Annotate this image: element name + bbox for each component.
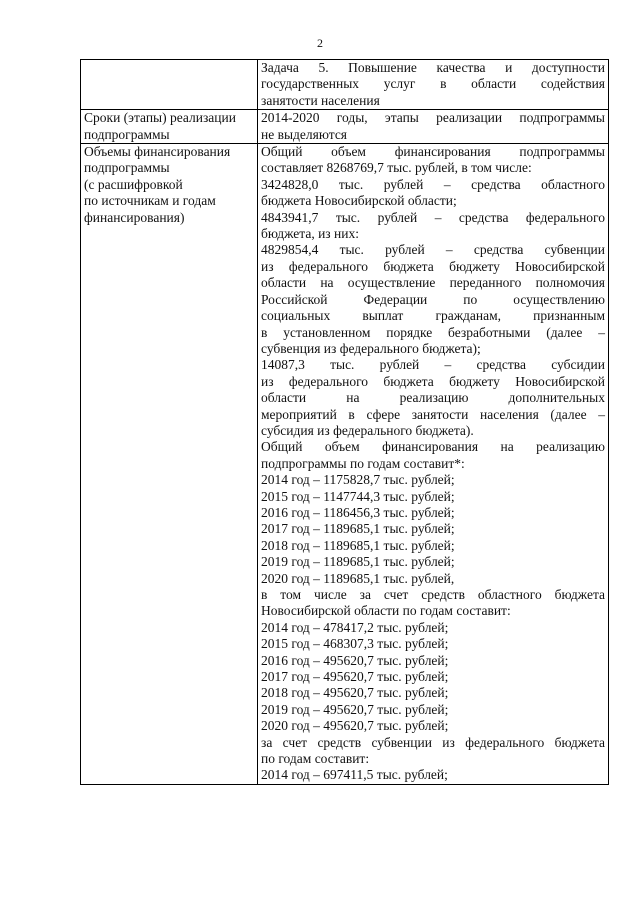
content-line: Новосибирской области по годам составит: — [261, 603, 511, 619]
subprogram-passport-table — [80, 59, 609, 785]
row-label-line: Объемы финансирования — [84, 144, 231, 160]
content-line: социальных выплат гражданам, признанным — [261, 308, 605, 324]
content-line: 2017 год – 495620,7 тыс. рублей; — [261, 669, 449, 685]
content-line: 2019 год – 495620,7 тыс. рублей; — [261, 701, 449, 717]
content-line: 2017 год – 1189685,1 тыс. рублей; — [261, 521, 455, 537]
content-line: занятости населения — [261, 92, 380, 108]
row-content-cell — [258, 60, 609, 110]
content-line: 2018 год – 1189685,1 тыс. рублей; — [261, 537, 455, 553]
content-line: в том числе за счет средств областного бюджета — [261, 587, 605, 602]
content-line: 2019 год – 1189685,1 тыс. рублей; — [261, 554, 455, 570]
content-line: субвенция из федерального бюджета); — [261, 340, 481, 356]
content-line: Общий объем финансирования подпрограммы — [261, 144, 605, 160]
row-label-line: финансирования) — [84, 209, 185, 225]
content-line: Общий объем финансирования на реализацию — [261, 439, 605, 455]
content-line: 2016 год – 495620,7 тыс. рублей; — [261, 652, 449, 668]
page-number: 2 — [317, 36, 323, 50]
table-row — [81, 144, 609, 785]
content-line: бюджета Новосибирской области; — [261, 193, 457, 209]
content-line: 2014-2020 годы, этапы реализации подпрограммы — [261, 110, 605, 126]
content-line: подпрограммы по годам составит*: — [261, 455, 465, 471]
row-label-line: Сроки (этапы) реализации — [84, 110, 236, 126]
content-line: 2014 год – 478417,2 тыс. рублей; — [261, 619, 449, 635]
content-line: 2020 год – 495620,7 тыс. рублей; — [261, 718, 449, 734]
content-line: субсидия из федерального бюджета). — [261, 422, 474, 438]
content-line: 2015 год – 468307,3 тыс. рублей; — [261, 636, 449, 652]
content-line: из федерального бюджета бюджету Новосибирской — [261, 373, 605, 389]
content-line: Задача 5. Повышение качества и доступности — [261, 60, 605, 75]
row-label-line: подпрограммы — [84, 160, 170, 176]
row-label-line: (с расшифровкой — [84, 176, 183, 192]
row-content-cell — [258, 144, 609, 785]
row-label-cell — [81, 144, 258, 785]
content-line: по годам составит: — [261, 751, 370, 767]
content-line: бюджета, из них: — [261, 226, 359, 242]
content-line: 4843941,7 тыс. рублей – средства федерального — [261, 209, 605, 225]
content-line: Российской Федерации по осуществлению — [261, 291, 605, 307]
content-line: не выделяются — [261, 126, 348, 142]
content-line: области на осуществление переданного полномочия — [261, 275, 605, 291]
row-label-line: по источникам и годам — [84, 193, 216, 209]
content-line: мероприятий в сфере занятости населения (далее – — [261, 406, 605, 422]
content-line: 4829854,4 тыс. рублей – средства субвенции — [261, 242, 605, 258]
content-line: 2014 год – 697411,5 тыс. рублей; — [261, 767, 448, 783]
content-line: из федерального бюджета бюджету Новосибирской — [261, 258, 605, 274]
row-label-cell — [81, 60, 258, 110]
content-line: 2016 год – 1186456,3 тыс. рублей; — [261, 504, 455, 520]
content-line: 3424828,0 тыс. рублей – средства областного — [261, 176, 605, 192]
content-line: 2018 год – 495620,7 тыс. рублей; — [261, 685, 449, 701]
content-line: составляет 8268769,7 тыс. рублей, в том числе: — [261, 160, 532, 176]
content-line: за счет средств субвенции из федерального бюджета — [261, 734, 605, 750]
content-line: 14087,3 тыс. рублей – средства субсидии — [261, 357, 605, 373]
content-line: 2020 год – 1189685,1 тыс. рублей, — [261, 570, 455, 586]
content-line: 2014 год – 1175828,7 тыс. рублей; — [261, 472, 455, 488]
table-row — [81, 60, 609, 110]
content-line: 2015 год – 1147744,3 тыс. рублей; — [261, 488, 455, 504]
content-line: в установленном порядке безработными (далее – — [261, 324, 605, 340]
row-label-line: подпрограммы — [84, 126, 170, 142]
content-line: области на реализацию дополнительных — [261, 390, 605, 406]
table-row — [81, 110, 609, 144]
content-line: государственных услуг в области содействия — [261, 76, 605, 92]
row-content-cell — [258, 110, 609, 144]
row-label-cell — [81, 110, 258, 144]
